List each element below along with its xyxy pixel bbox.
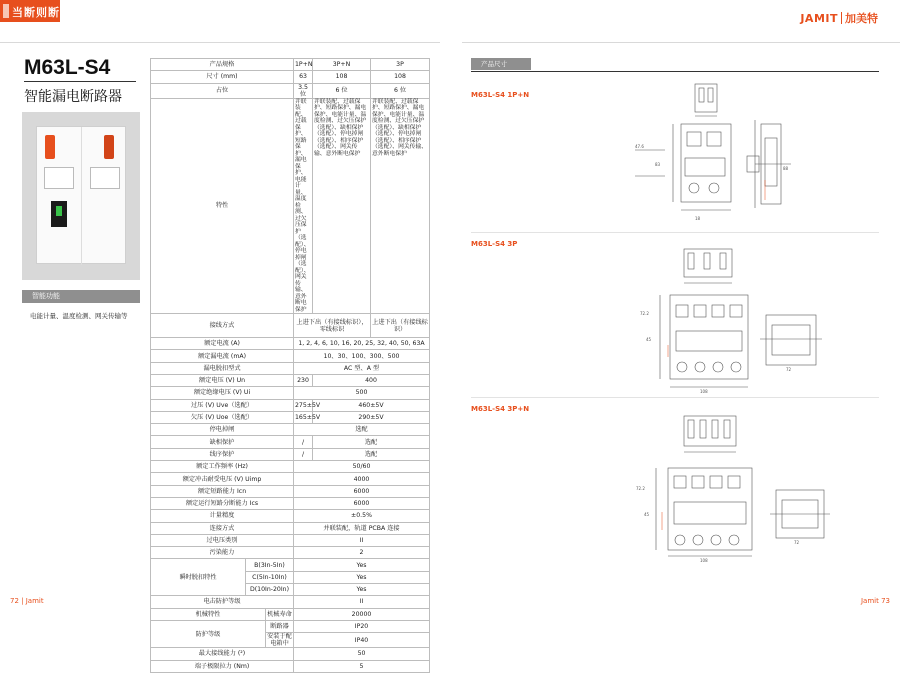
brand-divider [841,12,842,24]
drawing-1pn [615,80,815,228]
row-value: 50 [294,648,430,660]
breaker-pole-left [37,127,82,265]
svg-text:18: 18 [695,216,701,221]
row-value-1: 63 [294,71,313,83]
row-value-1: 并联装配、过载保护、短路保护、漏电保护、电能计量、温度检测、过欠压保护（选配）、停电掉闸（选配）、网关传输、意外断电保护 [294,98,313,314]
table-row [151,660,430,672]
row-label: 额定运行短路分断能力 Ics [151,497,294,509]
row-value-1: 1P+N [294,59,313,71]
row-label: 最大接线能力 (²) [151,648,294,660]
row-value-3: 并联装配、过载保护、短路保护、漏电保护、电能计量、温度检测、过欠压保护（选配）、缺相保护（选配）、停电掉闸（选配）、相序保护（选配）、网关传输、意外断电保护 [371,98,430,314]
row-value-1: 275±5V [294,399,313,411]
variant-divider-2 [471,397,879,398]
row-value: 10、30、100、300、500 [294,350,430,362]
footer-right [861,597,890,605]
table-row [151,461,430,473]
smart-features-text: 电能计量、温度检测、网关传输等 [30,312,128,320]
row-label: 机械特性 [151,608,266,620]
variant-divider-1 [471,232,879,233]
table-row [151,448,430,460]
row-value: Yes [294,559,430,571]
footer-left: 72 | Jamit [10,597,44,605]
row-label: 缺相保护 [151,436,294,448]
svg-text:72.2: 72.2 [636,486,645,491]
row-value: 5 [294,660,430,672]
table-row [151,411,430,423]
breaker-label-window [44,167,74,189]
slogan-text: 当断则断 [12,6,60,19]
table-row [151,350,430,362]
row-sublabel: 断路器 [266,620,294,632]
row-label: 特性 [151,98,294,314]
row-value: IP20 [294,620,430,632]
row-value: 1, 2, 4, 6, 10, 16, 20, 25, 32, 40, 50, 63A [294,338,430,350]
row-value: Yes [294,584,430,596]
row-sublabel: 安装于配电箱中 [267,633,292,648]
table-row [151,314,430,338]
row-value-23: 460±5V [313,399,430,411]
row-value-1: 230 [294,374,313,386]
row-label: 线序保护 [151,448,294,460]
row-value-3: 6 位 [371,83,430,98]
table-row [151,547,430,559]
row-label: 额定绝缘电压 (V) Ui [151,387,294,399]
table-row [151,522,430,534]
brand-logo [800,10,878,26]
drawing-3pn [600,412,840,562]
model-subtitle: 智能漏电断路器 [24,89,122,105]
row-value: 20000 [294,608,430,620]
row-label: 欠压 (V) Uoe（选配） [151,411,294,423]
row-label: D(10In-20In) [246,584,294,596]
footer-brand-left: Jamit [25,597,44,605]
breaker-toggle-2 [104,135,114,159]
smart-section-title: 智能功能 [22,290,140,303]
row-value-23: 选配 [313,448,430,460]
row-value-23: 290±5V [313,411,430,423]
row-value-2: 3P+N [313,59,371,71]
row-value-1: / [294,436,313,448]
table-row [151,98,430,314]
header-rule-right [462,42,900,43]
row-label: 计量精度 [151,510,294,522]
row-label: 额定冲击耐受电压 (V) Uimp [151,473,294,485]
row-value: 4000 [294,473,430,485]
table-row [151,83,430,98]
row-value-1: 3.5 位 [294,83,313,98]
slogan-banner [0,0,60,22]
brand-cn: 加美特 [845,12,878,25]
svg-text:47.6: 47.6 [635,144,644,149]
svg-text:88: 88 [783,166,789,171]
table-row [151,473,430,485]
row-value: IP40 [294,633,430,648]
header-rule-left [0,42,440,43]
row-value: ±0.5% [294,510,430,522]
row-value: 50/60 [294,461,430,473]
page-number-right: 73 [881,597,890,605]
table-row [151,648,430,660]
table-row [151,387,430,399]
model-underline [24,81,136,82]
row-value-12: 上进下出（有接线标识），零线标识 [294,314,371,338]
test-button [51,201,67,227]
row-value-23: 选配 [313,436,430,448]
table-row [151,608,430,620]
table-row [151,497,430,509]
variant-label-1pn: M63L-S4 1P+N [471,91,530,99]
model-title: M63L-S4 [24,56,111,79]
row-value-1: / [294,448,313,460]
row-label: 尺寸 (mm) [151,71,294,83]
row-label: 过电压类别 [151,534,294,546]
product-photo [22,112,140,280]
row-value: AC 型、A 型 [294,362,430,374]
row-value: 2 [294,547,430,559]
row-label: 过压 (V) Uve（选配） [151,399,294,411]
row-value-1: 165±5V [294,411,313,423]
svg-text:108: 108 [700,558,708,563]
row-label: 连接方式 [151,522,294,534]
svg-text:45: 45 [646,337,652,342]
svg-text:72.2: 72.2 [640,311,649,316]
banner-mark [3,4,9,18]
row-value-3: 上进下出（有接线标识） [371,314,430,338]
variant-label-3pn: M63L-S4 3P+N [471,405,530,413]
row-label: 停电掉闸 [151,424,294,436]
table-row [151,59,430,71]
table-row [151,534,430,546]
row-value-2: 并联装配、过载保护、短路保护、漏电保护、电能计量、温度检测、过欠压保护（选配）、缺相保护（选配）、停电掉闸（选配）、相序保护（选配）、网关传输、意外断电保护 [313,98,371,314]
group-label-ip: 防护等级 [151,620,266,647]
footer-brand-right: Jamit [860,597,879,605]
variant-label-3p: M63L-S4 3P [471,240,518,248]
row-label: 额定短路能力 Icn [151,485,294,497]
row-value-2: 6 位 [313,83,371,98]
breaker-toggle [45,135,55,159]
drawing-3p [610,245,840,395]
table-row [151,71,430,83]
row-value: II [294,534,430,546]
table-row [151,362,430,374]
table-row [151,485,430,497]
row-label: B(3In-5In) [246,559,294,571]
breaker-illustration [36,126,126,264]
row-label: 污染能力 [151,547,294,559]
svg-text:108: 108 [700,389,708,394]
svg-text:83: 83 [655,162,661,167]
table-row [151,510,430,522]
breaker-pole-right [82,127,127,265]
row-value: 选配 [294,424,430,436]
spec-table [150,58,430,673]
row-label: 漏电脱扣型式 [151,362,294,374]
table-row [151,596,430,608]
row-value-23: 400 [313,374,430,386]
row-value: II [294,596,430,608]
row-label: 占位 [151,83,294,98]
row-label: 额定漏电流 (mA) [151,350,294,362]
breaker-label-window-2 [90,167,120,189]
dimensions-title: 产品尺寸 [471,58,531,70]
svg-text:72: 72 [786,367,792,372]
row-label: 额定电流 (A) [151,338,294,350]
row-label: 端子极限拉力 (Nm) [151,660,294,672]
row-label: 接线方式 [151,314,294,338]
row-value-3: 108 [371,71,430,83]
table-row [151,399,430,411]
svg-text:45: 45 [644,512,650,517]
row-value-3: 3P [371,59,430,71]
table-row [151,436,430,448]
row-value: 6000 [294,485,430,497]
row-label: 额定工作频率 (Hz) [151,461,294,473]
brand-logo-text: JAMIT [800,11,838,25]
row-value: 500 [294,387,430,399]
table-row [151,424,430,436]
row-value: 6000 [294,497,430,509]
row-value: 并联装配，轨道 PCBA 连接 [294,522,430,534]
row-label: 额定电压 (V) Un [151,374,294,386]
row-value-2: 108 [313,71,371,83]
svg-text:72: 72 [794,540,800,545]
table-row [151,559,430,571]
row-sublabel: 机械寿命 [266,608,294,620]
page-number-left: 72 [10,597,19,605]
group-label-instant: 瞬时脱扣特性 [151,559,246,596]
table-row [151,338,430,350]
dimensions-rule [471,71,879,72]
row-label: 电击防护等级 [151,596,294,608]
row-label: 产品规格 [151,59,294,71]
table-row [151,374,430,386]
row-value: Yes [294,571,430,583]
row-label: C(5In-10In) [246,571,294,583]
table-row [151,620,430,632]
